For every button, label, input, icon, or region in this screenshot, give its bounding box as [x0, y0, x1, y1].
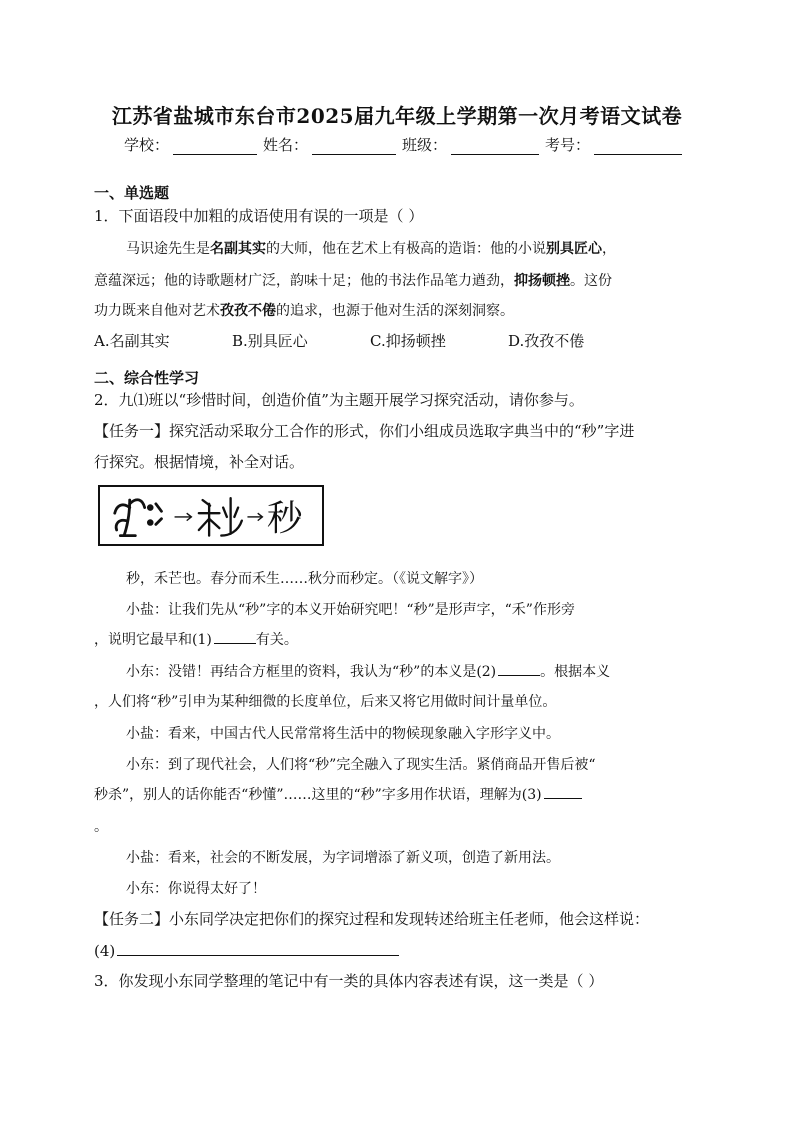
- name-blank: [312, 138, 396, 155]
- blank-3[interactable]: [544, 784, 582, 799]
- task2-answer-line: [94, 939, 714, 960]
- class-label: 班级：: [402, 136, 448, 154]
- section-heading-comprehensive: 二、综合性学习: [94, 369, 200, 387]
- dialogue-2-line-2: ，人们将“秒”引申为某种细微的长度单位，后来又将它用做时间计量单位。: [94, 694, 557, 710]
- modern-character: 秒: [267, 497, 303, 539]
- dialogue-1-line-1: 小盐：让我们先从“秒”字的本义开始研究吧！“秒”是形声字，“禾”作形旁: [126, 602, 575, 618]
- page-title: 江苏省盐城市东台市2025届九年级上学期第一次月考语文试卷: [111, 104, 683, 128]
- school-blank: [173, 138, 257, 155]
- q1-p1-text-a: 马识途先生是: [126, 241, 210, 257]
- oracle-glyph: [115, 500, 162, 536]
- character-evolution-svg: [100, 487, 322, 544]
- dialogue-3: 小盐：看来，中国古代人民常常将生活中的物候现象融入字形字义中。: [126, 726, 560, 742]
- name-label: 姓名：: [263, 136, 309, 154]
- dialogue-6: 小东：你说得太好了！: [126, 881, 266, 897]
- q1-p2-text-a: 意蕴深远；他的诗歌题材广泛，韵味十足；他的书法作品笔力遒劲，: [94, 273, 514, 289]
- idiom-zizibujuan: 孜孜不倦: [220, 303, 276, 319]
- q1-option-c[interactable]: C.抑扬顿挫: [370, 332, 446, 350]
- task1-line-2: 行探究。根据情境，补全对话。: [94, 453, 305, 471]
- q1-option-a[interactable]: A.名副其实: [94, 332, 170, 350]
- shuowen-quote: 秒，禾芒也。春分而禾生……秋分而秒定。（《说文解字》）: [126, 571, 483, 587]
- q1-p3-text-a: 功力既来自他对艺术: [94, 303, 220, 319]
- dialogue-4-line-1: 小东：到了现代社会，人们将“秒”完全融入了现实生活。紧俏商品开售后被“: [126, 757, 596, 773]
- dialogue-1-text-b: ，说明它最早和(1): [94, 632, 212, 648]
- idiom-yiyangdunzuo: 抑扬顿挫: [514, 273, 570, 289]
- dialogue-5: 小盐：看来，社会的不断发展，为字词增添了新义项，创造了新用法。: [126, 850, 560, 866]
- dialogue-4-line-3: 。: [94, 819, 108, 835]
- student-info-row: [124, 134, 684, 155]
- school-label: 学校：: [124, 136, 170, 154]
- q1-p3-text-c: 的追求，也源于他对生活的深刻洞察。: [276, 303, 514, 319]
- arrow-icon: [247, 513, 262, 520]
- task2-line-1: 【任务二】小东同学决定把你们的探究过程和发现转述给班主任老师，他会这样说：: [94, 910, 650, 928]
- q1-passage-line-2: [94, 270, 714, 290]
- blank-2[interactable]: [498, 661, 540, 676]
- dialogue-2-text-b: 。根据本义: [540, 664, 611, 680]
- idiom-mingfuqishi: 名副其实: [210, 241, 266, 257]
- q1-p1-text-e: ，: [602, 241, 616, 257]
- blank-4[interactable]: [117, 939, 399, 956]
- q1-passage-line-3: [94, 300, 714, 320]
- idiom-biejujiangxin: 别具匠心: [546, 241, 602, 257]
- task1-line-1: 【任务一】探究活动采取分工合作的形式，你们小组成员选取字典当中的“秒”字进: [94, 422, 635, 440]
- seal-glyph: [199, 498, 242, 535]
- id-blank: [594, 138, 682, 155]
- dialogue-4-line-2: [94, 784, 714, 804]
- dialogue-4-text-b: 秒杀”，别人的话你能否“秒懂”……这里的“秒”字多用作状语，理解为(3): [94, 787, 542, 803]
- q1-passage-line-1: [126, 238, 716, 258]
- arrow-icon: [175, 513, 192, 520]
- dialogue-1-line-2: [94, 629, 714, 649]
- dialogue-2-text-a: 小东：没错！再结合方框里的资料，我认为“秒”的本义是(2): [126, 664, 497, 680]
- character-evolution-figure: [98, 485, 324, 546]
- blank-1[interactable]: [214, 629, 256, 644]
- id-label: 考号：: [545, 136, 591, 154]
- dialogue-2-line-1: [126, 661, 716, 681]
- question-1-stem: 1．下面语段中加粗的成语使用有误的一项是（ ）: [94, 207, 424, 225]
- section-heading-single-choice: 一、单选题: [94, 184, 170, 202]
- class-blank: [451, 138, 539, 155]
- q1-option-d[interactable]: D.孜孜不倦: [508, 332, 585, 350]
- question-3-stem: 3．你发现小东同学整理的笔记中有一类的具体内容表述有误，这一类是（ ）: [94, 972, 604, 990]
- question-2-stem: 2．九⑴班以“珍惜时间，创造价值”为主题开展学习探究活动，请你参与。: [94, 391, 584, 409]
- q1-p1-text-c: 的大师，他在艺术上有极高的造诣：他的小说: [266, 241, 546, 257]
- q1-option-b[interactable]: B.别具匠心: [232, 332, 308, 350]
- q1-p2-text-c: 。这份: [570, 273, 612, 289]
- dialogue-1-text-c: 有关。: [255, 632, 298, 648]
- blank-4-label: (4): [94, 942, 116, 960]
